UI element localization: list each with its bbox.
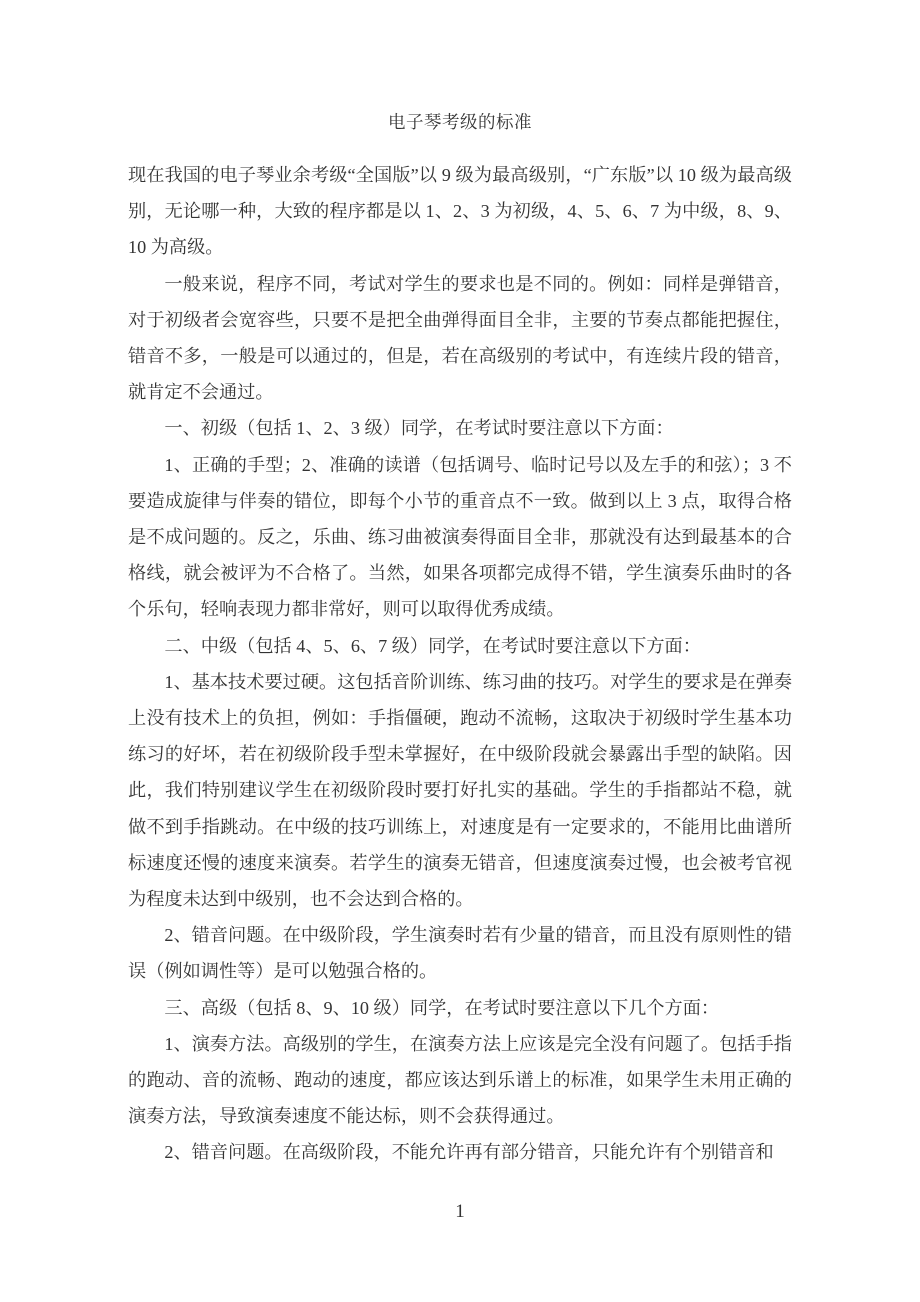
paragraph: 1、基本技术要过硬。这包括音阶训练、练习曲的技巧。对学生的要求是在弹奏上没有技术上的负担，例如：手指僵硬，跑动不流畅，这取决于初级时学生基本功练习的好坏，若在初级阶段手型未掌握好，在中级阶段就会暴露出手型的缺陷。因此，我们特别建议学生在初级阶段时要打好扎实的基础。学生的手指都站不稳，就做不到手指跳动。在中级的技巧训练上，对速度是有一定要求的，不能用比曲谱所标速度还慢的速度来演奏。若学生的演奏无错音，但速度演奏过慢，也会被考官视为程度未达到中级别，也不会达到合格的。 (128, 671, 792, 910)
paragraph: 一般来说，程序不同，考试对学生的要求也是不同的。例如：同样是弹错音，对于初级者会宽容些，只要不是把全曲弹得面目全非，主要的节奏点都能把握住，错音不多，一般是可以通过的，但是，若在高级别的考试中，有连续片段的错音，就肯定不会通过。 (128, 273, 792, 403)
paragraph: 三、高级（包括 8、9、10 级）同学，在考试时要注意以下几个方面： (164, 997, 720, 1018)
document-body (128, 157, 792, 1171)
paragraph: 一、初级（包括 1、2、3 级）同学，在考试时要注意以下方面： (164, 418, 674, 439)
paragraph: 现在我国的电子琴业余考级“全国版”以 9 级为最高级别，“广东版”以 10 级为最高级别，无论哪一种，大致的程序都是以 1、2、3 为初级，4、5、6、7 为中级，8、9、10 为高级。 (128, 165, 792, 258)
paragraph: 2、错音问题。在高级阶段，不能允许再有部分错音，只能允许有个别错音和 (164, 1142, 774, 1163)
paragraph: 1、演奏方法。高级别的学生，在演奏方法上应该是完全没有问题了。包括手指的跑动、音的流畅、跑动的速度，都应该达到乐谱上的标准，如果学生未用正确的演奏方法，导致演奏速度不能达标，则不会获得通过。 (128, 1033, 792, 1127)
paragraph: 1、正确的手型；2、准确的读谱（包括调号、临时记号以及左手的和弦）；3 不要造成旋律与伴奏的错位，即每个小节的重音点不一致。做到以上 3 点，取得合格是不成问题的。反之，乐曲、练习曲被演奏得面目全非，那就没有达到最基本的合格线，就会被评为不合格了。当然，如果各项都完成得不错，学生演奏乐曲时的各个乐句，轻响表现力都非常好，则可以取得优秀成绩。 (128, 454, 792, 620)
paragraph: 二、中级（包括 4、5、6、7 级）同学，在考试时要注意以下方面： (164, 635, 701, 656)
paragraph: 2、错音问题。在中级阶段，学生演奏时若有少量的错音，而且没有原则性的错误（例如调性等）是可以勉强合格的。 (128, 925, 792, 982)
document-title: 电子琴考级的标准 (388, 112, 532, 132)
page-number: 1 (455, 1201, 465, 1222)
